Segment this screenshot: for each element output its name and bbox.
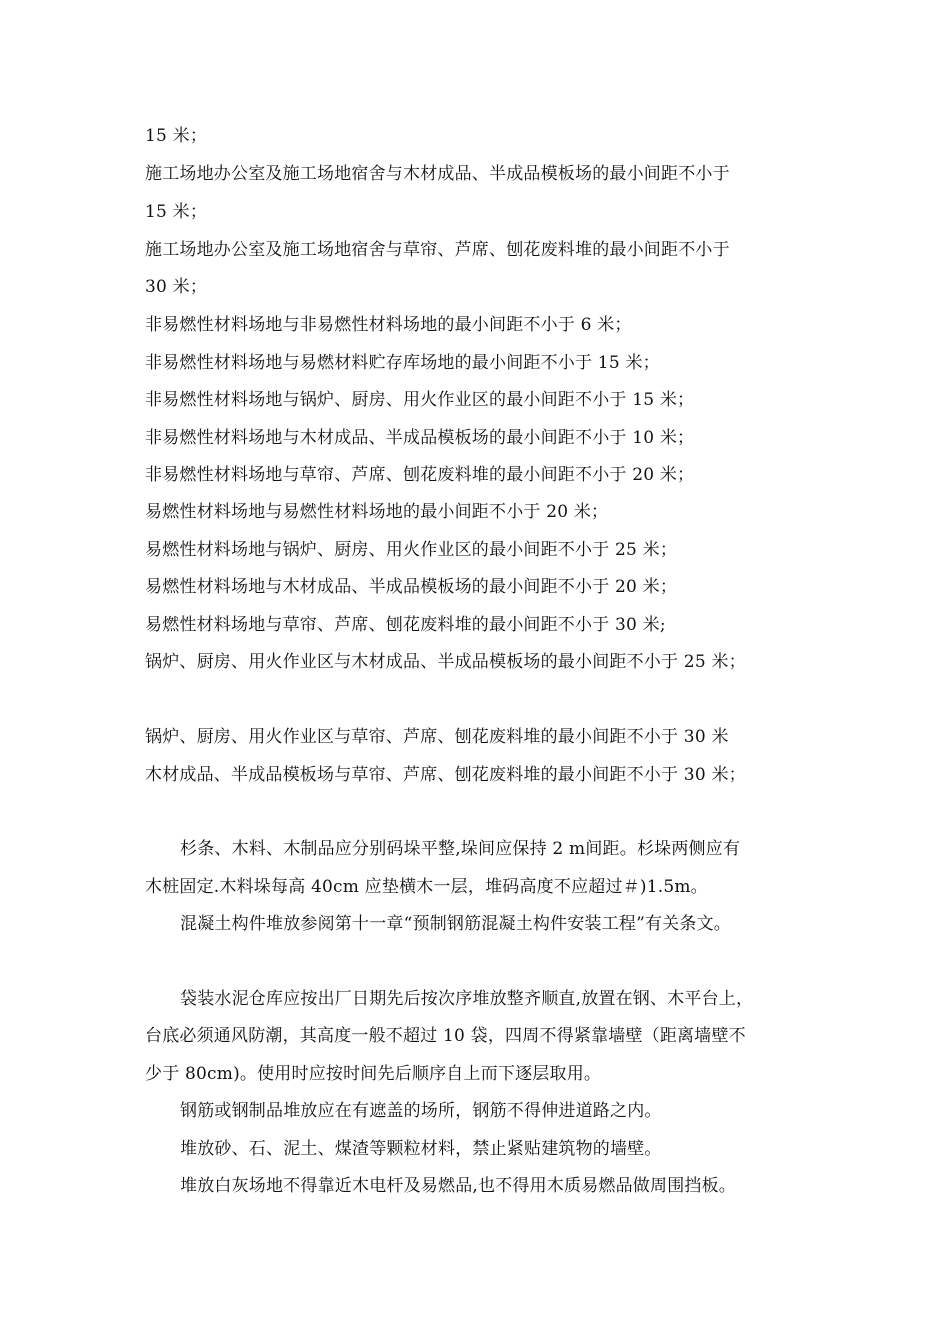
paragraph-line: 混凝土构件堆放参阅第十一章“预制钢筋混凝土构件安装工程”有关条文。 [180,914,731,934]
text-line: 少于 80cm)。使用时应按时间先后顺序自上而下逐层取用。 [145,1064,602,1084]
text-line: 易燃性材料场地与易燃性材料场地的最小间距不小于 20 米； [145,502,609,522]
text-line: 非易燃性材料场地与非易燃性材料场地的最小间距不小于 6 米； [145,315,632,335]
text-line: 木桩固定.木料垛每高 40cm 应垫横木一层，堆码高度不应超过＃)1.5m。 [145,877,708,897]
text-line: 施工场地办公室及施工场地宿舍与木材成品、半成品模板场的最小间距不小于 [145,164,730,184]
text-line: 锅炉、厨房、用火作业区与草帘、芦席、刨花废料堆的最小间距不小于 30 米 [145,727,729,747]
text-line: 易燃性材料场地与草帘、芦席、刨花废料堆的最小间距不小于 30 米; [145,615,666,635]
text-line: 锅炉、厨房、用火作业区与木材成品、半成品模板场的最小间距不小于 25 米； [145,652,746,672]
text-line: 30 米； [145,277,208,297]
paragraph-line: 堆放砂、石、泥土、煤渣等颗粒材料，禁止紧贴建筑物的墙壁。 [180,1139,662,1159]
text-line: 非易燃性材料场地与锅炉、厨房、用火作业区的最小间距不小于 15 米； [145,390,695,410]
paragraph-line: 杉条、木料、木制品应分别码垛平整,垛间应保持 2 m间距。杉垛两侧应有 [180,839,741,859]
text-line: 非易燃性材料场地与易燃材料贮存库场地的最小间距不小于 15 米； [145,353,660,373]
text-line: 施工场地办公室及施工场地宿舍与草帘、芦席、刨花废料堆的最小间距不小于 [145,240,730,260]
text-line: 非易燃性材料场地与草帘、芦席、刨花废料堆的最小间距不小于 20 米； [145,465,695,485]
text-line: 台底必须通风防潮，其高度一般不超过 10 袋，四周不得紧靠墙壁（距离墙壁不 [145,1026,746,1046]
paragraph-line: 袋装水泥仓库应按出厂日期先后按次序堆放整齐顺直,放置在钢、木平台上， [180,989,754,1009]
paragraph-line: 钢筋或钢制品堆放应在有遮盖的场所，钢筋不得伸进道路之内。 [180,1101,662,1121]
text-line: 木材成品、半成品模板场与草帘、芦席、刨花废料堆的最小间距不小于 30 米； [145,765,746,785]
text-line: 易燃性材料场地与木材成品、半成品模板场的最小间距不小于 20 米； [145,577,678,597]
text-line: 15 米； [145,126,208,146]
text-line: 非易燃性材料场地与木材成品、半成品模板场的最小间距不小于 10 米； [145,428,695,448]
text-line: 15 米； [145,202,208,222]
paragraph-line: 堆放白灰场地不得靠近木电杆及易燃品,也不得用木质易燃品做周围挡板。 [180,1176,737,1196]
text-line: 易燃性材料场地与锅炉、厨房、用火作业区的最小间距不小于 25 米； [145,540,678,560]
